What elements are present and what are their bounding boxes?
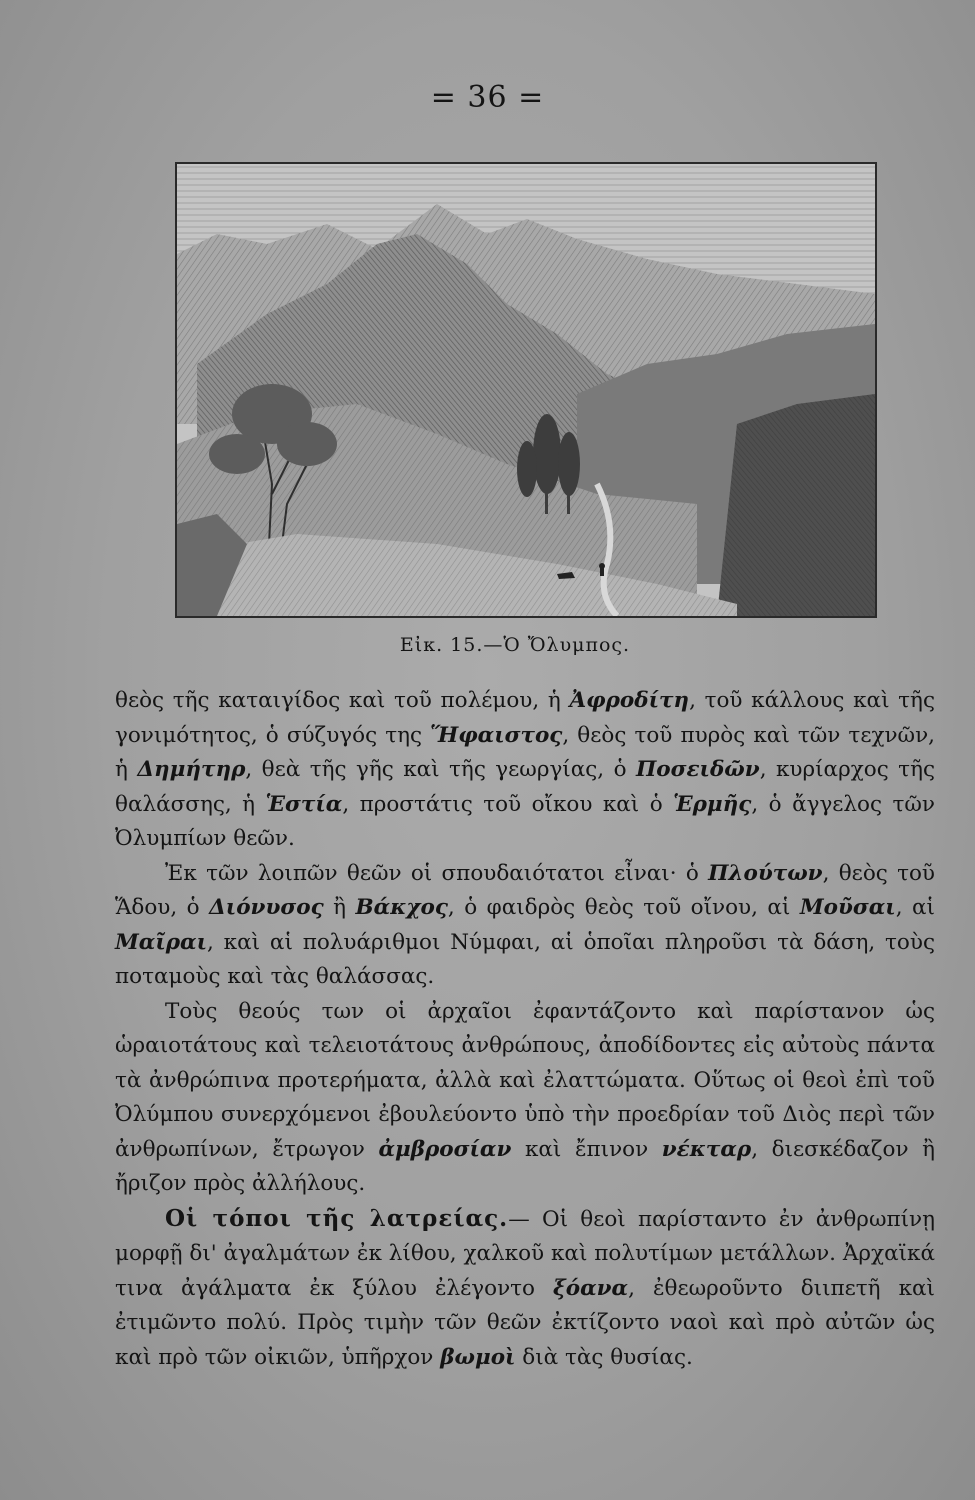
olympus-engraving <box>175 162 877 618</box>
emphasized-term: ξόανα <box>553 1275 629 1301</box>
body-text <box>115 684 935 1375</box>
emphasized-term: νέκταρ <box>661 1136 752 1162</box>
text-run: , θεὰ τῆς γῆς καὶ τῆς γεωργίας, ὁ <box>245 757 636 782</box>
text-run: , διεσκέδαζον ἢ ἤριζον πρὸς ἀλλήλους. <box>115 1136 936 1196</box>
emphasized-name: Μοῦσαι <box>799 895 896 920</box>
emphasized-name: Βάκχος <box>355 895 448 920</box>
mountain-landscape-illustration <box>177 164 875 616</box>
text-run: Τοὺς θεούς των οἱ ἀρχαῖοι ἐφαντάζοντο καὶ παρίστανον ὡς ὡραιοτάτους καὶ τελειοτάτους ἀνθρώπους, ἀποδίδοντες εἰς αὐτοὺς πάντα τὰ ἀνθρώπινα προτερήματα, ἀλλὰ καὶ ἐλαττώματα. Οὕτως οἱ θεοὶ ἐπὶ τοῦ Ὀλύμπου συνερχόμενοι ἐβουλεύοντο ὑπὸ τὴν προεδρίαν τοῦ Διὸς περὶ τῶν ἀνθρωπίνων, ἔτρωγον <box>115 998 935 1162</box>
emphasized-name: Μαῖραι <box>115 929 207 955</box>
text-run: Ἐκ τῶν λοιπῶν θεῶν οἱ σπουδαιότατοι εἶναι· ὁ <box>165 860 709 886</box>
text-run: διὰ τὰς θυσίας. <box>515 1344 693 1370</box>
text-run: , θεὸς τοῦ Ἅδου, ὁ <box>115 860 935 920</box>
text-run: θεὸς τῆς καταιγίδος καὶ τοῦ πολέμου, ἡ <box>115 688 570 713</box>
text-run: , ὁ ἄγγελος τῶν Ὀλυμπίων θεῶν. <box>115 791 935 851</box>
text-run: , ὁ φαιδρὸς θεὸς τοῦ οἴνου, αἱ <box>447 895 800 920</box>
text-run: , τοῦ κάλλους καὶ τῆς γονιμότητος, ὁ σύζυγός της <box>115 688 935 748</box>
text-run: καὶ ἔπινον <box>511 1136 662 1162</box>
emphasized-name: Δημήτηρ <box>137 757 246 782</box>
text-run: , προστάτις τοῦ οἴκου καὶ ὁ <box>342 791 674 817</box>
paragraph-3 <box>115 995 935 1202</box>
emphasized-name: Ἥφαιστος <box>430 722 563 748</box>
paragraph-1 <box>115 684 935 857</box>
emphasized-name: Ἀφροδίτη <box>569 688 690 713</box>
section-heading: Οἱ τόποι τῆς λατρείας. <box>165 1204 509 1232</box>
paragraph-2 <box>115 857 935 995</box>
text-run: , θεὸς τοῦ πυρὸς καὶ τῶν τεχνῶν, ἡ <box>115 722 935 782</box>
emphasized-name: Ποσειδῶν <box>635 757 760 782</box>
emphasized-name: Διόνυσος <box>209 895 324 920</box>
emphasized-name: Ἑρμῆς <box>673 791 752 817</box>
page-number: = 36 = <box>430 80 545 115</box>
text-run: , ἐθεωροῦντο διιπετῆ καὶ ἐτιμῶντο πολύ. Πρὸς τιμὴν τῶν θεῶν ἐκτίζοντο ναοὶ καὶ πρὸ αὐτῶν ὡς καὶ πρὸ τῶν οἰκιῶν, ὑπῆρχον <box>115 1275 935 1370</box>
text-run: — Οἱ θεοὶ παρίσταντο ἐν ἀνθρωπίνῃ μορφῇ δι' ἀγαλμάτων ἐκ λίθου, χαλκοῦ καὶ πολυτίμων μετάλλων. Ἀρχαϊκά τινα ἀγάλματα ἐκ ξύλου ἐλέγοντο <box>115 1206 935 1301</box>
emphasized-term: ἀμβροσίαν <box>378 1136 512 1162</box>
text-run: , αἱ <box>895 895 935 920</box>
paragraph-4 <box>115 1202 935 1376</box>
text-run: ἢ <box>323 895 356 920</box>
text-run: , κυρίαρχος τῆς θαλάσσης, ἡ <box>115 757 935 817</box>
emphasized-name: Ἑστία <box>265 791 343 817</box>
figure-caption: Εἰκ. 15.—Ὁ Ὄλυμπος. <box>399 634 631 656</box>
text-run: , καὶ αἱ πολυάριθμοι Νύμφαι, αἱ ὁποῖαι πληροῦσι τὰ δάση, τοὺς ποταμοὺς καὶ τὰς θαλάσσας. <box>115 929 935 989</box>
emphasized-name: Πλούτων <box>708 860 823 886</box>
emphasized-term: βωμοὶ <box>440 1344 516 1370</box>
